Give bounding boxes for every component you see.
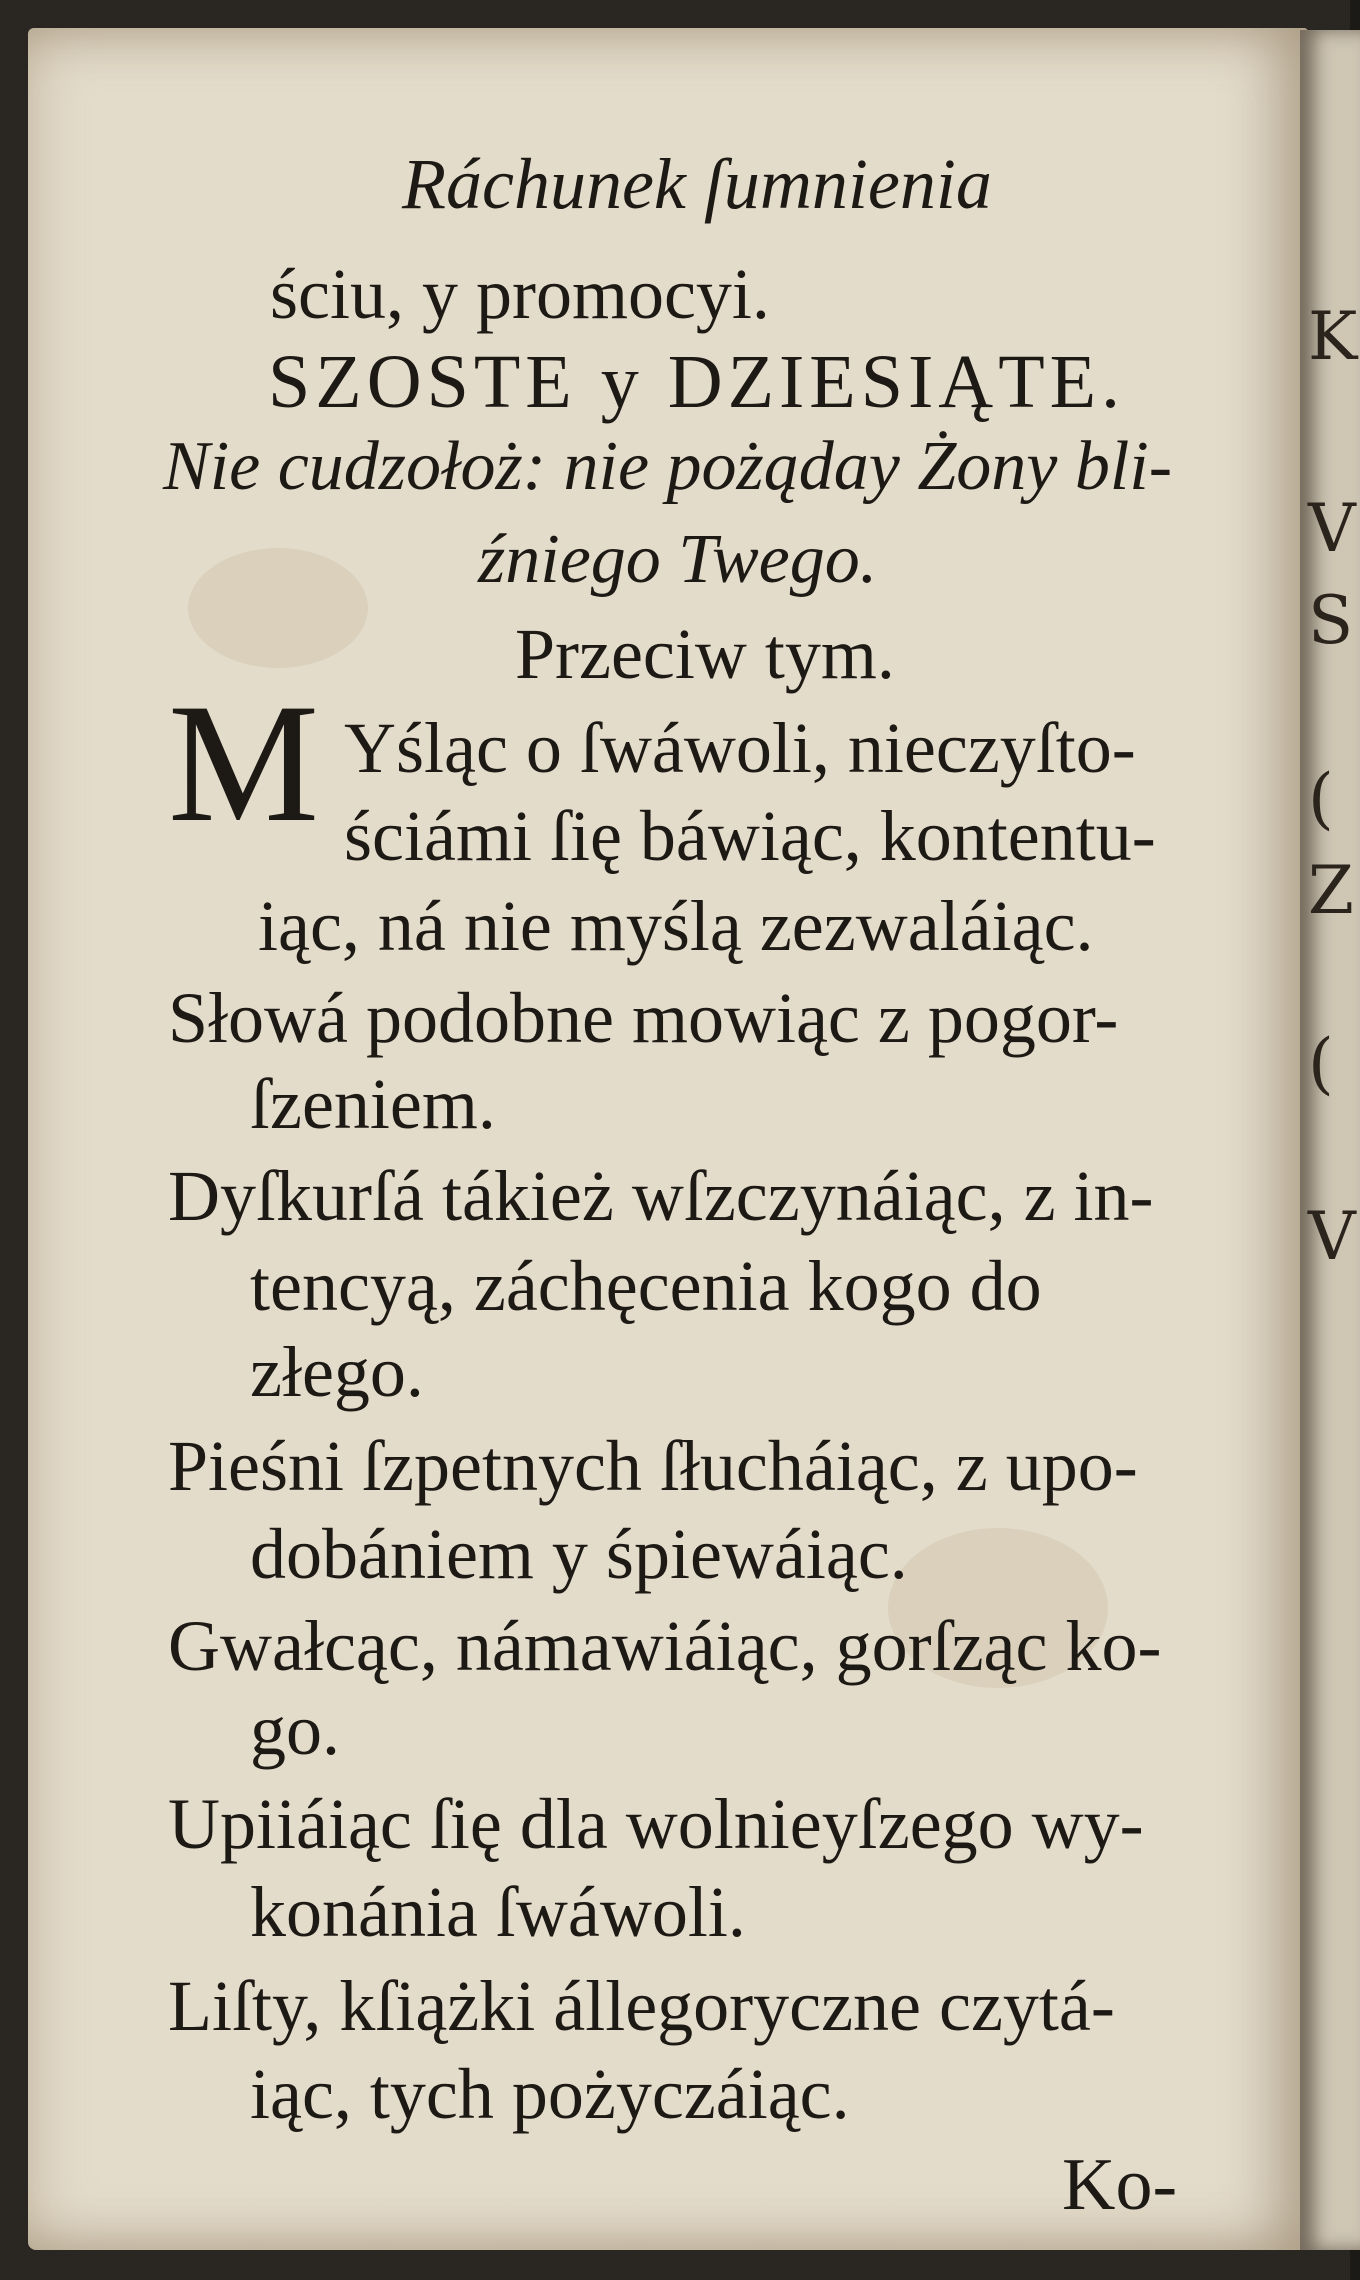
text-line: Dyſkurſá tákież wſzczynáiąc, z in- <box>168 1156 1154 1236</box>
adjacent-page-letter: ( <box>1308 1025 1334 1102</box>
text-line: Gwałcąc, námawiáiąc, gorſząc ko- <box>168 1606 1162 1686</box>
adjacent-page-letter: V <box>1308 490 1356 567</box>
text-line: dobániem y śpiewáiąc. <box>250 1514 908 1594</box>
text-line: Pieśni ſzpetnych ſłucháiąc, z upo- <box>168 1426 1138 1506</box>
text-line: iąc, ná nie myślą zezwaláiąc. <box>258 886 1094 966</box>
text-line: go. <box>250 1690 340 1770</box>
adjacent-page-letter: K <box>1308 298 1358 375</box>
adjacent-page-edge <box>1300 30 1360 2250</box>
text-line: ściámi ſię báwiąc, kontentu- <box>344 796 1156 876</box>
text-line: iąc, tych pożyczáiąc. <box>250 2054 850 2134</box>
text-line: ſzeniem. <box>250 1064 496 1144</box>
running-head: Ráchunek ſumnienia <box>402 144 992 224</box>
adjacent-page-letter: Z <box>1308 852 1354 929</box>
commandment-line: Nie cudzołoż: nie pożąday Żony bli- <box>163 428 1173 505</box>
text-line: złego. <box>250 1332 424 1412</box>
subheading: Przeciw tym. <box>515 614 895 694</box>
adjacent-page-letter: S <box>1308 582 1354 659</box>
catchword: Ko- <box>1062 2144 1178 2226</box>
text-line: ściu, y promocyi. <box>270 254 770 334</box>
adjacent-page-letter: V <box>1308 1198 1356 1275</box>
adjacent-page-letter: ( <box>1308 760 1334 837</box>
commandment-line: źniego Twego. <box>478 521 878 598</box>
drop-cap: M <box>168 669 320 857</box>
section-heading: SZOSTE y DZIESIĄTE. <box>268 340 1126 424</box>
text-line: tencyą, záchęcenia kogo do <box>250 1246 1042 1326</box>
paper-stain <box>188 548 368 668</box>
text-line: Yśląc o ſwáwoli, nieczyſto- <box>344 708 1136 788</box>
text-line: Upiiáiąc ſię dla wolnieyſzego wy- <box>168 1784 1144 1864</box>
text-line: Liſty, kſiążki állegoryczne czytá- <box>168 1966 1115 2046</box>
text-line: Słowá podobne mowiąc z pogor- <box>168 978 1119 1058</box>
text-line: konánia ſwáwoli. <box>250 1872 746 1952</box>
